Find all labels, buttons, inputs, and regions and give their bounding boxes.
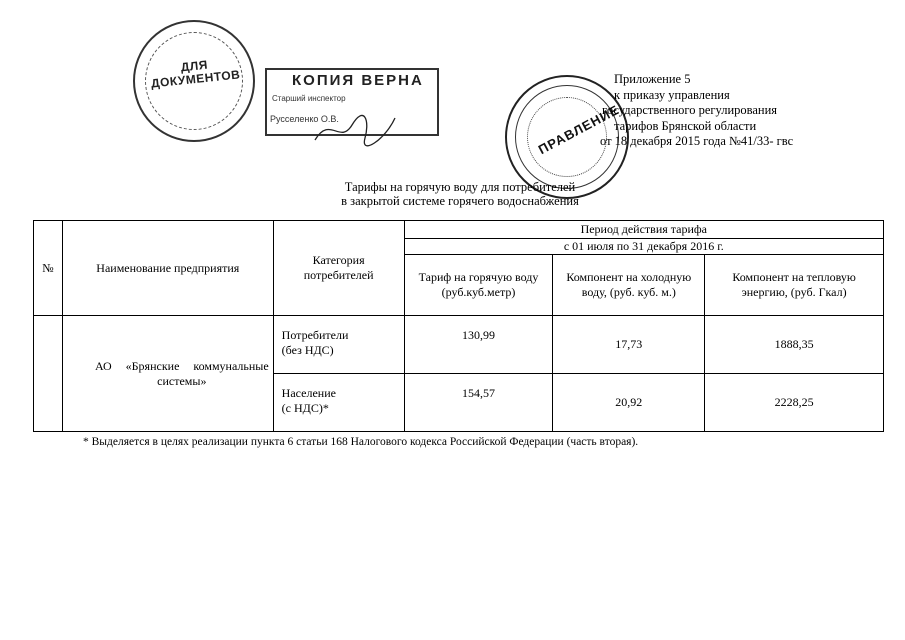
appendix-line: от 18 декабря 2015 года №41/33- гвс [600,134,794,148]
appendix-header [600,72,793,150]
category-line: (с НДС)* [281,401,329,415]
category-line: (без НДС) [281,343,334,357]
table-row [34,316,884,374]
official-seal-stamp-text: ПРАВЛЕНИЕ [535,101,622,158]
tariff-table [33,220,884,432]
cell-cold-component: 17,73 [553,316,705,374]
cell-category [273,374,404,432]
document-title [260,180,660,208]
header-period-dates: с 01 июля по 31 декабря 2016 г. [404,239,883,255]
cell-heat-component: 2228,25 [705,374,884,432]
header-number: № [34,221,63,316]
appendix-line: к приказу управления [614,87,730,102]
header-tariff: Тариф на горячую воду (руб.куб.метр) [404,255,553,316]
signature-icon [310,110,400,150]
header-heat-component: Компонент на тепловую энергию, (руб. Гкал) [705,255,884,316]
footnote: * Выделяется в целях реализации пункта 6 статьи 168 Налогового кодекса Российской Федерации (часть вторая). [83,436,639,448]
cell-heat-component: 1888,35 [705,316,884,374]
for-documents-stamp-text: ДЛЯ ДОКУМЕНТОВ [150,57,241,91]
cell-category [273,316,404,374]
cell-enterprise: АО «Брянские коммунальные системы» [62,316,273,432]
header-enterprise: Наименование предприятия [62,221,273,316]
cell-cold-component: 20,92 [553,374,705,432]
document-title-line: Тарифы на горячую воду для потребителей [344,180,576,194]
copy-true-stamp-name: Русселенко О.В. [270,114,339,124]
category-line: Население [281,386,336,400]
category-line: Потребители [281,328,349,342]
appendix-line: Приложение 5 [614,72,691,86]
document-title-line: в закрытой системе горячего водоснабжения [341,194,579,208]
copy-true-stamp-title: КОПИЯ ВЕРНА [292,72,424,89]
cell-tariff: 130,99 [404,316,553,374]
header-cold-component: Компонент на холодную воду, (руб. куб. м.) [553,255,705,316]
copy-true-stamp-position: Старший инспектор [272,94,346,103]
appendix-line: государственного регулирования [602,103,778,117]
cell-tariff: 154,57 [404,374,553,432]
header-period: Период действия тарифа [404,221,883,239]
header-category: Категория потребителей [273,221,404,316]
cell-number [34,316,63,432]
appendix-line: тарифов Брянской области [614,118,757,133]
